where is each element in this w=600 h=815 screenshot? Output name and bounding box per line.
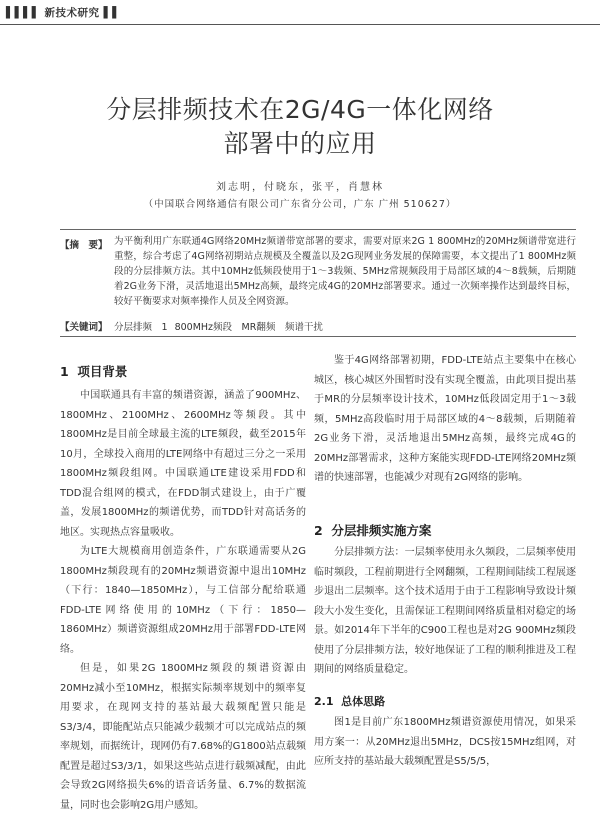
keywords-text: 分层排频 1 800MHz频段 MR翻频 频谱干扰 xyxy=(114,322,323,333)
abstract-text: 为平衡利用广东联通4G网络20MHz频谱带宽部署的要求，需要对原来2G 1 800MHz的20MHz频谱带宽进行重整，综合考虑了4G网络初期站点规模及全覆盖以及2G现网业务发展的保障需要，本文提出了1 800MHz频段的分层排频方法。其中10MHz低频段使用于1～3载频、5MHz常规频段用于局部区域的4～8载频，后期随着2G业务下滑，灵活地退出5MHz高频，最终完成4G的20MHz部署要求。通过一次频率操作达到最终目标，较好平衡要求对频率操作人员及全网资源。 xyxy=(114,236,576,307)
header-divider xyxy=(0,24,600,25)
article-title-line-2: 部署中的应用 xyxy=(223,129,377,158)
header-bars-icon: ▌▌▌▌ xyxy=(6,7,45,19)
paragraph: 图1是目前广东1800MHz频谱资源使用情况，如果采用方案一：从20MHz退出5MHz，DCS按15MHz组网，对应所支持的基站最大载频配置是S5/5/5， xyxy=(314,717,576,767)
header-bars-icon-right: ▌▌ xyxy=(99,7,121,19)
paragraph: 中国联通具有丰富的频谱资源，涵盖了900MHz、1800MHz、2100MHz、2600MHz等频段。其中1800MHz是目前全球最主流的LTE频段，截至2015年10月，全球投入商用的LTE网络中有超过三分之一采用1800MHz频段组网。中国联通LTE建设采用FDD和TDD混合组网的模式，在FDD制式建设上，由于广覆盖，发展1800MHz的频谱优势，而TDD针对高话务的地区。实现热点容量吸收。 xyxy=(60,390,306,538)
abstract-top-rule xyxy=(60,229,576,230)
article-affiliation: （中国联合网络通信有限公司广东省分公司，广东 广州 510627） xyxy=(143,199,457,210)
right-column-intro xyxy=(314,351,576,488)
section-2-body xyxy=(314,543,576,680)
keywords-label: 【关键词】 xyxy=(60,322,108,333)
abstract-label: 【摘 要】 xyxy=(60,240,108,251)
paragraph: 分层排频方法：一层频率使用永久频段，二层频率使用临时频段，工程前期进行全网翻频，工程期间陆续工程展逐步退出二层频率。这个技术适用于由于工程影响导致设计频段大小发生变化，且需保证工程期间网络质量相对稳定的场景。如2014年下半年的C900工程也是对2G 900MHz频段使用了分层排频方法，较好地保证了工程的顺利推进及工程期间的网络质量稳定。 xyxy=(314,547,576,675)
article-authors: 刘志明，付晓东，张平，肖慧林 xyxy=(216,182,384,193)
left-column xyxy=(60,386,306,815)
paragraph: 但是，如果2G 1800MHz频段的频谱资源由20MHz减小至10MHz，根据实际频率规划中的频率复用要求，在现网支持的基站最大载频配置只能是S3/3/4，即能配站点只能减少载频才可以完成站点的频率规划，而据统计，现网仍有7.68%的G1800站点载频配置是超过S3/3/1，如果这些站点进行载频减配，由此会导致2G网络损失6%的语音话务量、6.7%的数据流量，同时也会影响2G用户感知。 xyxy=(60,663,306,811)
journal-section-header: ▌▌▌▌ 新技术研究 ▌▌ xyxy=(6,7,121,19)
article-title-line-1: 分层排频技术在2G/4G一体化网络 xyxy=(106,95,494,124)
paragraph: 鉴于4G网络部署初期，FDD-LTE站点主要集中在核心城区，核心城区外围暂时没有实现全覆盖，由此项目提出基于MR的分层频率设计技术，10MHz低段固定用于1～3载频，5MHz高段临时用于局部区域的4～8载频，后期随着2G业务下滑，灵活地退出5MHz高频，最终完成4G的20MHz部署需求，这种方案能实现FDD-LTE网络20MHz频谱的快速部署，也能减少对现有2G网络的影响。 xyxy=(314,355,576,483)
paragraph: 为LTE大规模商用创造条件，广东联通需要从2G 1800MHz频段现有的20MHz频谱资源中退出10MHz（下行：1840—1850MHz），与工信部分配给联通FDD-LTE网络使用的10MHz（下行：1850—1860MHz）频谱资源组成20MHz用于部署FDD-LTE网络。 xyxy=(60,546,306,655)
section-1-heading: 1 项目背景 xyxy=(60,364,128,379)
subsection-2-1-heading: 2.1 总体思路 xyxy=(314,695,386,708)
abstract-bottom-rule xyxy=(60,336,576,337)
section-2-heading: 2 分层排频实施方案 xyxy=(314,523,432,538)
subsection-2-1-body xyxy=(314,713,576,772)
